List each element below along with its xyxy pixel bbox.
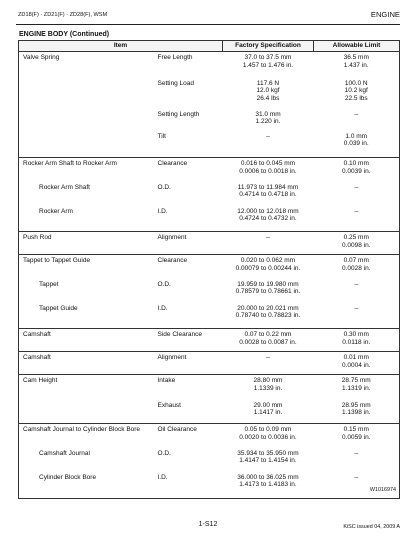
spec-line: 11.973 to 11.984 mm bbox=[237, 183, 299, 191]
limit-line: 0.0004 in. bbox=[341, 361, 371, 369]
spec-line: 26.4 lbs bbox=[256, 95, 280, 103]
cell-item-text: Cylinder Block Bore bbox=[39, 473, 97, 481]
cell-item-text: Rocker Arm bbox=[39, 207, 73, 215]
cell-item-text: Camshaft Journal to Cylinder Block Bore bbox=[23, 426, 141, 433]
cell-allowable-limit bbox=[314, 424, 400, 448]
cell-factory-spec bbox=[223, 131, 314, 158]
cell-factory-spec bbox=[223, 206, 314, 232]
spec-line: 20.000 to 20.021 mm bbox=[237, 304, 299, 312]
cell-subitem bbox=[156, 131, 223, 158]
spec-line: 31.0 mm bbox=[255, 110, 281, 118]
cell-subitem bbox=[156, 78, 223, 109]
cell-subitem-text: Exhaust bbox=[157, 401, 181, 409]
cell-item-text: Rocker Arm Shaft bbox=[39, 183, 90, 191]
cell-subitem-text: Tilt bbox=[157, 132, 166, 140]
cell-factory-spec bbox=[223, 448, 314, 472]
cell-item-text: Tappet to Tappet Guide bbox=[23, 257, 91, 264]
cell-subitem-text: Side Clearance bbox=[157, 331, 202, 338]
cell-allowable-limit bbox=[314, 158, 400, 182]
cell-allowable-limit bbox=[314, 131, 400, 158]
limit-line: 1.1398 in. bbox=[341, 409, 371, 417]
cell-item bbox=[19, 400, 156, 424]
cell-item bbox=[19, 279, 156, 303]
cell-factory-spec bbox=[223, 158, 314, 182]
cell-allowable-limit bbox=[314, 52, 400, 78]
spec-table bbox=[18, 40, 400, 499]
cell-item bbox=[19, 52, 156, 78]
cell-item bbox=[19, 303, 156, 329]
cell-allowable-limit bbox=[314, 232, 400, 255]
limit-line: 100.0 N bbox=[344, 79, 368, 87]
cell-allowable-limit bbox=[314, 206, 400, 232]
cell-item-text: Camshaft bbox=[23, 354, 51, 361]
spec-line: 0.4714 to 0.4718 in. bbox=[239, 191, 297, 199]
cell-item-text: Tappet bbox=[39, 280, 59, 288]
spec-line: 0.020 to 0.062 mm bbox=[240, 257, 296, 264]
cell-item bbox=[19, 329, 156, 352]
limit-line: 1.1319 in. bbox=[341, 384, 371, 392]
cell-subitem-text: I.D. bbox=[157, 207, 168, 215]
cell-subitem bbox=[156, 352, 223, 375]
cell-factory-spec bbox=[223, 329, 314, 352]
spec-line: 12.0 kgf bbox=[256, 87, 280, 95]
cell-subitem bbox=[156, 182, 223, 206]
cell-subitem-text: Intake bbox=[157, 377, 176, 384]
cell-item bbox=[19, 206, 156, 232]
cell-item-text: Camshaft bbox=[23, 331, 51, 338]
spec-line: 0.0028 to 0.0087 in. bbox=[239, 338, 297, 346]
section-title: ENGINE BODY (Continued) bbox=[19, 31, 110, 38]
limit-line: – bbox=[354, 473, 359, 481]
cell-subitem-text: Alignment bbox=[157, 354, 187, 361]
spec-line: 36.000 to 36.025 mm bbox=[237, 473, 299, 481]
cell-item bbox=[19, 131, 156, 158]
limit-line: – bbox=[354, 110, 359, 118]
cell-factory-spec bbox=[223, 303, 314, 329]
spec-line: 0.00079 to 0.00244 in. bbox=[235, 264, 301, 272]
cell-item bbox=[19, 78, 156, 109]
table-row bbox=[19, 400, 400, 424]
limit-line: 0.01 mm bbox=[343, 354, 369, 361]
cell-item-text: Rocker Arm Shaft to Rocker Arm bbox=[23, 160, 117, 167]
cell-subitem bbox=[156, 232, 223, 255]
cell-item bbox=[19, 448, 156, 472]
header-factory-spec: Factory Specification bbox=[223, 41, 314, 52]
cell-factory-spec bbox=[223, 472, 314, 499]
cell-subitem-text: Clearance bbox=[157, 160, 188, 167]
cell-factory-spec bbox=[223, 352, 314, 375]
limit-line: 10.2 kgf bbox=[344, 87, 368, 95]
cell-subitem-text: O.D. bbox=[157, 280, 171, 288]
cell-subitem-text: Setting Length bbox=[157, 110, 200, 118]
cell-subitem-text: I.D. bbox=[157, 473, 168, 481]
cell-allowable-limit bbox=[314, 78, 400, 109]
cell-allowable-limit bbox=[314, 329, 400, 352]
spec-line: 1.1417 in. bbox=[253, 409, 283, 417]
cell-subitem bbox=[156, 329, 223, 352]
table-row bbox=[19, 52, 400, 78]
cell-allowable-limit bbox=[314, 109, 400, 131]
table-row bbox=[19, 352, 400, 375]
limit-line: 22.5 lbs bbox=[344, 95, 368, 103]
table-row bbox=[19, 131, 400, 158]
limit-line: 0.0118 in. bbox=[342, 338, 371, 346]
cell-item-text: Camshaft Journal bbox=[39, 449, 90, 457]
cell-item bbox=[19, 255, 156, 279]
limit-line: 0.25 mm bbox=[343, 234, 369, 241]
cell-factory-spec bbox=[223, 232, 314, 255]
reference-code: W1016974 bbox=[369, 487, 396, 493]
spec-line: – bbox=[266, 132, 270, 140]
spec-line: 1.457 to 1.476 in. bbox=[242, 61, 294, 69]
cell-subitem-text: Alignment bbox=[157, 234, 187, 241]
header-item: Item bbox=[19, 41, 223, 52]
issue-note: KiSC issued 04, 2009 A bbox=[343, 524, 400, 530]
table-row bbox=[19, 232, 400, 255]
cell-item bbox=[19, 232, 156, 255]
table-body bbox=[19, 52, 400, 499]
limit-line: 0.0059 in. bbox=[341, 433, 371, 441]
limit-line: – bbox=[354, 183, 359, 191]
cell-subitem bbox=[156, 109, 223, 131]
cell-subitem-text: Setting Load bbox=[157, 79, 195, 87]
spec-line: 37.0 to 37.5 mm bbox=[244, 54, 292, 61]
limit-line: 36.5 mm bbox=[343, 54, 369, 61]
spec-line: 0.05 to 0.09 mm bbox=[244, 426, 292, 433]
spec-line: 12.000 to 12.018 mm bbox=[237, 207, 299, 215]
limit-line: – bbox=[354, 207, 359, 215]
spec-line: 29.00 mm bbox=[253, 401, 283, 409]
cell-subitem bbox=[156, 52, 223, 78]
limit-line: 28.95 mm bbox=[341, 401, 371, 409]
table-row bbox=[19, 255, 400, 279]
cell-subitem bbox=[156, 472, 223, 499]
section-name: ENGINE bbox=[370, 10, 400, 19]
cell-subitem-text: Clearance bbox=[157, 257, 188, 264]
limit-line: 0.10 mm bbox=[343, 160, 369, 167]
limit-line: 1.437 in. bbox=[343, 61, 369, 69]
spec-line: 0.78740 to 0.78823 in. bbox=[235, 312, 301, 320]
cell-subitem bbox=[156, 158, 223, 182]
cell-allowable-limit bbox=[314, 375, 400, 400]
cell-factory-spec bbox=[223, 52, 314, 78]
table-row bbox=[19, 375, 400, 400]
spec-line: 1.4173 to 1.4183 in. bbox=[239, 481, 297, 489]
limit-line: 0.30 mm bbox=[343, 331, 369, 338]
cell-factory-spec bbox=[223, 182, 314, 206]
cell-allowable-limit bbox=[314, 352, 400, 375]
spec-line: 0.78579 to 0.78661 in. bbox=[235, 288, 301, 296]
limit-line: 0.0028 in. bbox=[341, 264, 371, 272]
cell-factory-spec bbox=[223, 375, 314, 400]
spec-line: 1.1339 in. bbox=[253, 384, 283, 392]
cell-allowable-limit bbox=[314, 472, 400, 499]
cell-subitem-text: O.D. bbox=[157, 449, 171, 457]
spec-line: 0.0006 to 0.0018 in. bbox=[239, 167, 297, 175]
cell-allowable-limit bbox=[314, 400, 400, 424]
spec-line: 0.07 to 0.22 mm bbox=[244, 331, 292, 338]
cell-allowable-limit bbox=[314, 182, 400, 206]
table-row bbox=[19, 279, 400, 303]
cell-subitem bbox=[156, 424, 223, 448]
spec-line: 0.4724 to 0.4732 in. bbox=[239, 215, 297, 223]
table-row bbox=[19, 158, 400, 182]
cell-allowable-limit bbox=[314, 448, 400, 472]
limit-line: 1.0 mm bbox=[345, 132, 368, 140]
limit-line: 0.0039 in. bbox=[341, 167, 371, 175]
table-row bbox=[19, 182, 400, 206]
limit-line: 28.75 mm bbox=[341, 377, 371, 384]
cell-subitem bbox=[156, 279, 223, 303]
cell-factory-spec bbox=[223, 78, 314, 109]
table-row bbox=[19, 472, 400, 499]
cell-factory-spec bbox=[223, 400, 314, 424]
cell-subitem bbox=[156, 255, 223, 279]
cell-allowable-limit bbox=[314, 303, 400, 329]
spec-line: – bbox=[266, 354, 270, 361]
table-header-row bbox=[19, 41, 400, 52]
limit-line: 0.0098 in. bbox=[341, 241, 371, 249]
cell-allowable-limit bbox=[314, 279, 400, 303]
cell-allowable-limit bbox=[314, 255, 400, 279]
cell-subitem bbox=[156, 400, 223, 424]
spec-line: 28.80 mm bbox=[253, 377, 283, 384]
cell-item-text: Valve Spring bbox=[23, 54, 60, 61]
cell-item bbox=[19, 472, 156, 499]
spec-line: 35.934 to 35.950 mm bbox=[237, 449, 299, 457]
cell-item bbox=[19, 352, 156, 375]
cell-subitem-text: O.D. bbox=[157, 183, 171, 191]
cell-item-text: Push Rod bbox=[23, 234, 52, 241]
table-row bbox=[19, 329, 400, 352]
cell-item bbox=[19, 375, 156, 400]
manual-models: ZD18(F) · ZD21(F) · ZD28(F), WSM bbox=[18, 12, 108, 18]
spec-line: 0.016 to 0.045 mm bbox=[240, 160, 296, 167]
cell-item bbox=[19, 109, 156, 131]
cell-subitem bbox=[156, 303, 223, 329]
spec-line: 117.6 N bbox=[256, 79, 280, 87]
spec-line: – bbox=[266, 234, 270, 241]
cell-subitem-text: Free Length bbox=[157, 54, 193, 61]
cell-item-text: Cam Height bbox=[23, 377, 58, 384]
cell-item bbox=[19, 158, 156, 182]
cell-factory-spec bbox=[223, 109, 314, 131]
spec-line: 1.220 in. bbox=[255, 118, 281, 126]
cell-subitem bbox=[156, 375, 223, 400]
cell-item-text: Tappet Guide bbox=[39, 304, 78, 312]
table-row bbox=[19, 424, 400, 448]
limit-line: 0.07 mm bbox=[343, 257, 369, 264]
cell-factory-spec bbox=[223, 424, 314, 448]
table-row bbox=[19, 78, 400, 109]
cell-subitem bbox=[156, 206, 223, 232]
cell-factory-spec bbox=[223, 279, 314, 303]
cell-item bbox=[19, 182, 156, 206]
header-rule bbox=[16, 24, 400, 25]
limit-line: 0.15 mm bbox=[343, 426, 369, 433]
limit-line: – bbox=[354, 280, 359, 288]
cell-item bbox=[19, 424, 156, 448]
cell-factory-spec bbox=[223, 255, 314, 279]
table-row bbox=[19, 206, 400, 232]
table-row bbox=[19, 303, 400, 329]
spec-line: 1.4147 to 1.4154 in. bbox=[239, 457, 297, 465]
header-allowable-limit: Allowable Limit bbox=[314, 41, 400, 52]
spec-line: 19.959 to 19.980 mm bbox=[237, 280, 299, 288]
page-number: 1-S12 bbox=[198, 521, 218, 528]
limit-line: – bbox=[354, 449, 359, 457]
cell-subitem bbox=[156, 448, 223, 472]
limit-line: – bbox=[354, 304, 359, 312]
limit-line: 0.039 in. bbox=[343, 140, 369, 148]
spec-line: 0.0020 to 0.0036 in. bbox=[239, 433, 297, 441]
cell-subitem-text: I.D. bbox=[157, 304, 168, 312]
table-row bbox=[19, 448, 400, 472]
table-row bbox=[19, 109, 400, 131]
cell-subitem-text: Oil Clearance bbox=[157, 426, 197, 433]
